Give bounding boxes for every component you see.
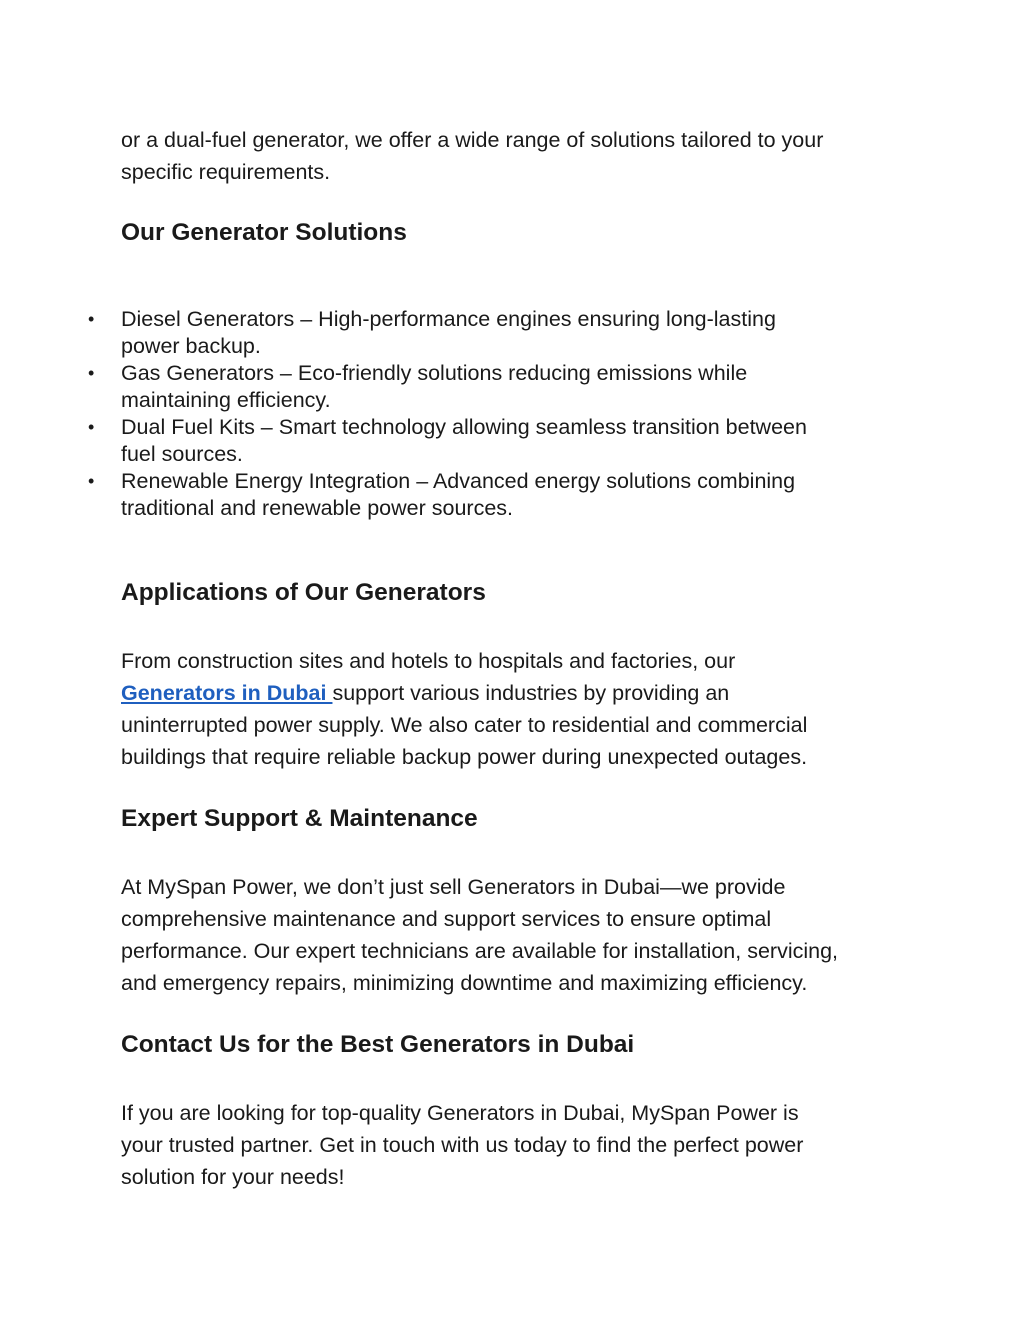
support-line-3: performance. Our expert technicians are available for installation, servicing,	[121, 939, 839, 963]
list-item-line-2: maintaining efficiency.	[121, 388, 331, 412]
solutions-list	[0, 306, 1024, 522]
contact-line-1: If you are looking for top-quality Generators in Dubai, MySpan Power is	[121, 1101, 799, 1125]
contact-line-3: solution for your needs!	[121, 1165, 345, 1189]
list-item-line-2: fuel sources.	[121, 442, 243, 466]
applications-line-2: support various industries by providing an	[332, 681, 730, 705]
solutions-heading: Our Generator Solutions	[121, 219, 407, 246]
list-item-line-2: power backup.	[121, 334, 261, 358]
generators-in-dubai-link[interactable]: Generators in Dubai	[121, 681, 333, 705]
list-item-line-1: Gas Generators – Eco-friendly solutions reducing emissions while	[121, 361, 748, 385]
list-item	[0, 306, 881, 360]
applications-heading: Applications of Our Generators	[121, 579, 486, 606]
support-line-4: and emergency repairs, minimizing downtime and maximizing efficiency.	[121, 971, 808, 995]
list-item-line-2: traditional and renewable power sources.	[121, 496, 514, 520]
list-item-line-1: Renewable Energy Integration – Advanced energy solutions combining	[121, 469, 796, 493]
bullet-icon: •	[88, 471, 95, 491]
list-item-line-1: Diesel Generators – High-performance engines ensuring long-lasting	[121, 307, 776, 331]
list-item	[0, 360, 881, 414]
contact-line-2: your trusted partner. Get in touch with us today to find the perfect power	[121, 1133, 804, 1157]
list-item-line-1: Dual Fuel Kits – Smart technology allowing seamless transition between	[121, 415, 807, 439]
applications-line-3: uninterrupted power supply. We also cater to residential and commercial	[121, 713, 808, 737]
contact-paragraph	[121, 1097, 921, 1193]
list-item	[0, 468, 881, 522]
bullet-icon: •	[88, 417, 95, 437]
support-line-2: comprehensive maintenance and support services to ensure optimal	[121, 907, 772, 931]
contact-heading: Contact Us for the Best Generators in Dubai	[121, 1031, 635, 1058]
bullet-icon: •	[88, 363, 95, 383]
support-paragraph	[121, 871, 921, 999]
applications-line-1: From construction sites and hotels to hospitals and factories, our	[121, 649, 736, 673]
support-heading: Expert Support & Maintenance	[121, 805, 478, 832]
intro-paragraph	[121, 124, 921, 188]
support-line-1: At MySpan Power, we don’t just sell Generators in Dubai—we provide	[121, 875, 786, 899]
bullet-icon: •	[88, 309, 95, 329]
list-item	[0, 414, 881, 468]
applications-paragraph	[121, 645, 921, 773]
intro-line-1: or a dual-fuel generator, we offer a wide range of solutions tailored to your	[121, 128, 824, 152]
intro-line-2: specific requirements.	[121, 160, 331, 184]
applications-line-4: buildings that require reliable backup power during unexpected outages.	[121, 745, 808, 769]
